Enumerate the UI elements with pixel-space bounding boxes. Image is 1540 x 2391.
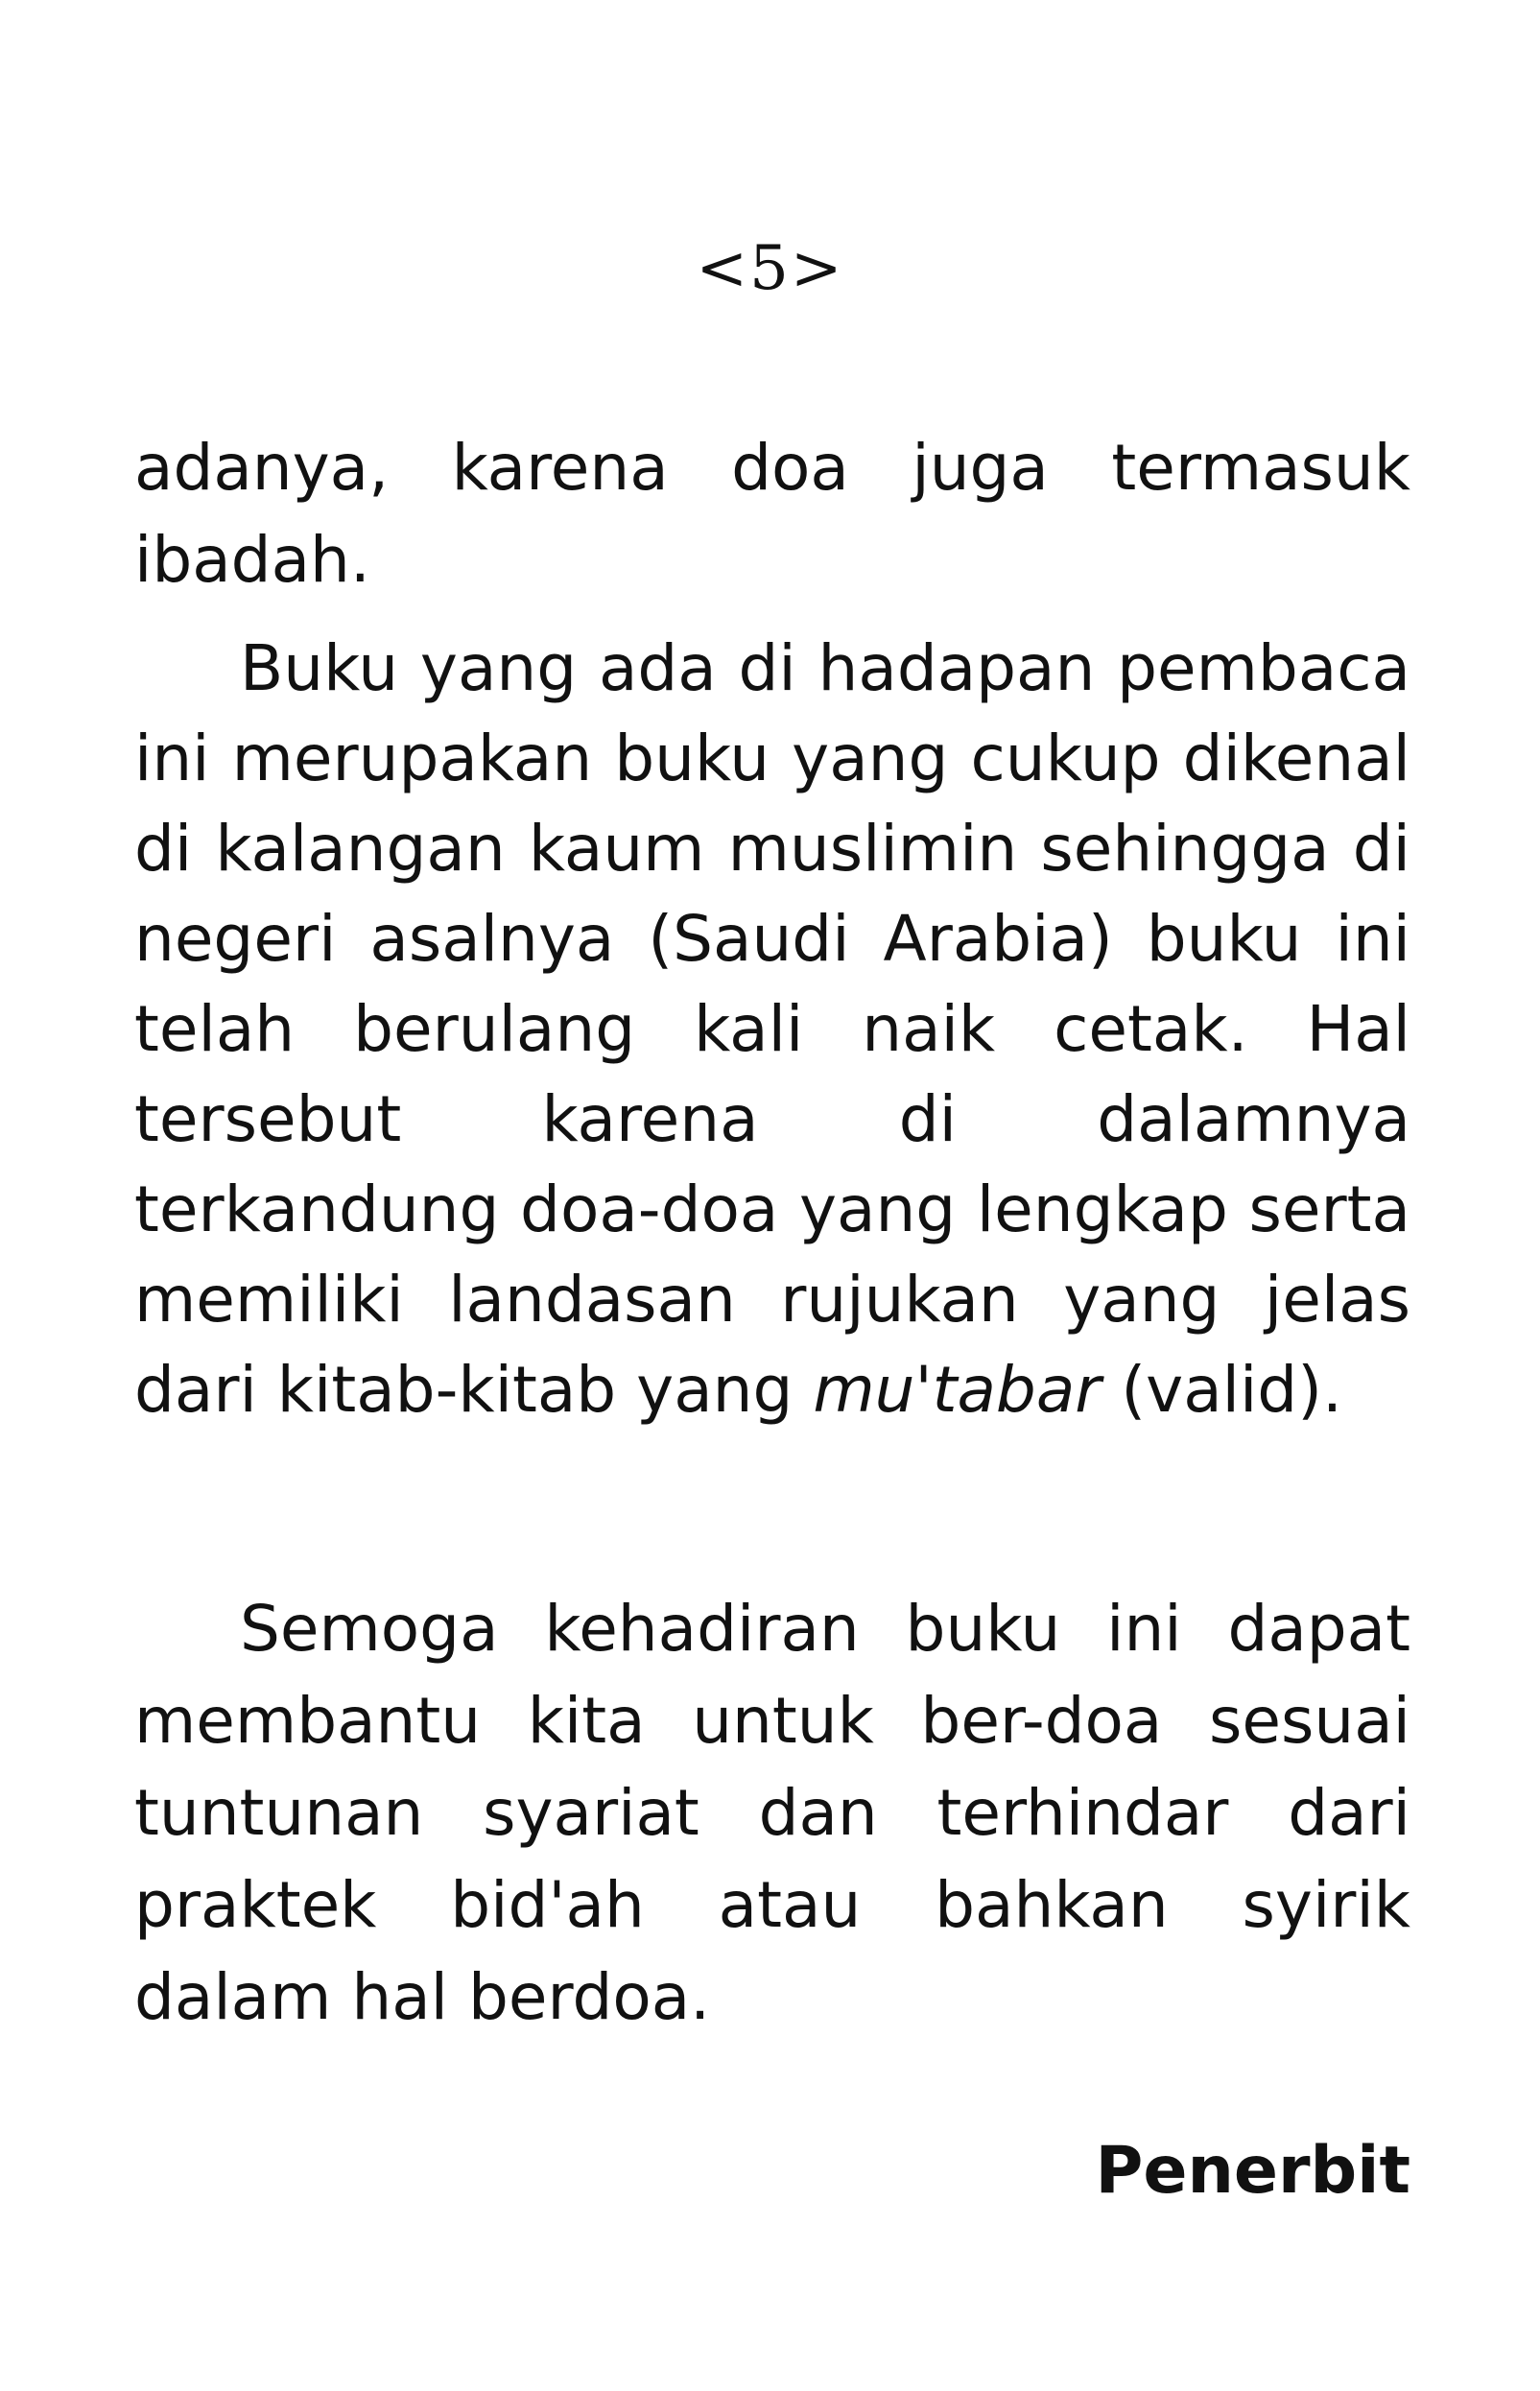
paragraph-continuation: adanya, karena doa juga termasuk ibadah. xyxy=(134,431,1410,597)
publisher-signature: Penerbit xyxy=(1095,2133,1410,2209)
paragraph-book-description xyxy=(134,624,1410,1435)
paragraph-hope: Semoga kehadiran buku ini dapat membantu kita untuk ber-doa sesuai tuntunan syariat dan terhindar dari praktek bid'ah atau bahkan syirik dalam hal berdoa. xyxy=(134,1592,1410,2034)
paragraph-text: Buku yang ada di hadapan pembaca ini merupakan buku yang cukup dikenal di kalangan kaum muslimin sehingga di negeri asalnya (Saudi Arabia) buku ini telah berulang kali naik cetak. Hal tersebut karena di dalamnya terkandung doa-doa yang lengkap serta memiliki landasan rujukan yang jelas dari kitab-kitab yang xyxy=(134,631,1410,1427)
paragraph-text-end: (valid). xyxy=(1101,1353,1342,1427)
italic-term: mu'tabar xyxy=(813,1353,1102,1427)
page-number: <5> xyxy=(696,233,844,304)
